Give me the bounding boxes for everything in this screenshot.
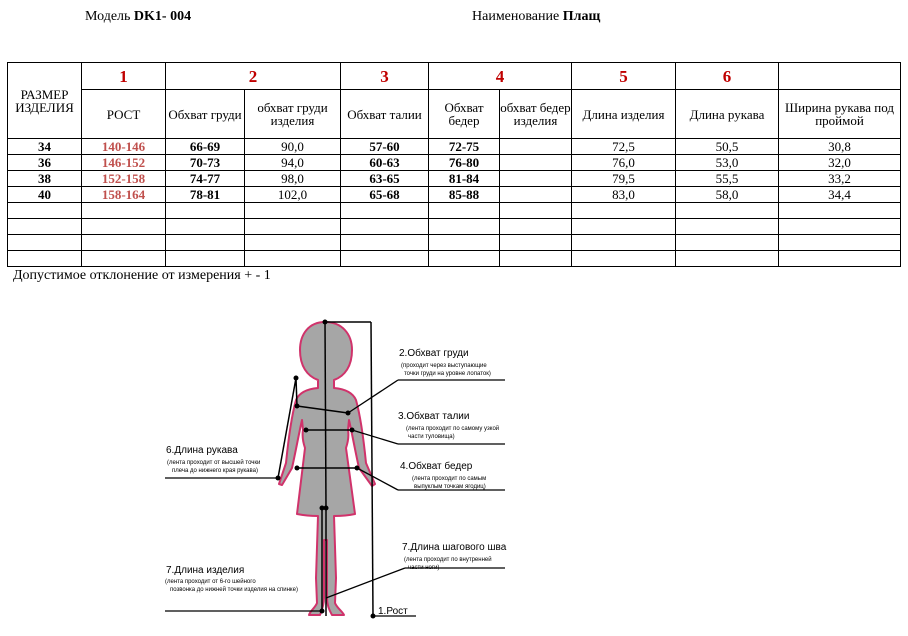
chest-item-cell: 90,0 xyxy=(245,139,341,155)
table-row xyxy=(8,171,901,187)
empty-row xyxy=(8,235,901,251)
length-cell: 72,5 xyxy=(572,139,676,155)
rost-cell: 140-146 xyxy=(82,139,166,155)
hips-note: (лента проходит по самым xyxy=(412,476,487,482)
inseam-note: (лента проходит по внутренней xyxy=(404,557,492,563)
name-label: Наименование xyxy=(472,9,560,24)
model-value: DK1- 004 xyxy=(133,9,192,24)
chest-label: 2.Обхват груди xyxy=(399,348,469,359)
length-cell: 83,0 xyxy=(572,187,676,203)
group-number-row xyxy=(8,63,901,90)
length-note: позвонка до нижней точки изделия на спинке) xyxy=(170,587,298,593)
hips-label: 4.Обхват бедер xyxy=(400,461,473,472)
inseam-label: 7.Длина шагового шва xyxy=(402,542,507,553)
group-number: 1 xyxy=(82,63,166,90)
col-header-sleeve: Длина рукава xyxy=(676,90,779,139)
group-number: 6 xyxy=(676,63,779,90)
hips-cell: 76-80 xyxy=(429,155,500,171)
group-number: 4 xyxy=(429,63,572,90)
model-line xyxy=(85,9,191,25)
name-line xyxy=(472,9,600,25)
model-label: Модель xyxy=(85,9,131,24)
table-row xyxy=(8,187,901,203)
empty-row xyxy=(8,203,901,219)
table-row xyxy=(8,155,901,171)
sleeve-cell: 58,0 xyxy=(676,187,779,203)
height-label: 1.Рост xyxy=(378,606,408,617)
sleeve-width-cell: 30,8 xyxy=(779,139,901,155)
col-header-hips-item: обхват бедер изделия xyxy=(500,90,572,139)
col-header-chest: Обхват груди xyxy=(166,90,245,139)
waist-cell: 60-63 xyxy=(341,155,429,171)
rost-cell: 158-164 xyxy=(82,187,166,203)
sleeve-note: (лента проходит от высшей точки xyxy=(167,460,261,466)
group-number: 2 xyxy=(166,63,341,90)
col-header-rost: РОСТ xyxy=(82,90,166,139)
rost-cell: 146-152 xyxy=(82,155,166,171)
size-cell: 40 xyxy=(8,187,82,203)
length-cell: 79,5 xyxy=(572,171,676,187)
sleeve-width-cell: 32,0 xyxy=(779,155,901,171)
chest-cell: 78-81 xyxy=(166,187,245,203)
hips-cell: 81-84 xyxy=(429,171,500,187)
chest-cell: 66-69 xyxy=(166,139,245,155)
waist-cell: 57-60 xyxy=(341,139,429,155)
col-header-hips: Обхват бедер xyxy=(429,90,500,139)
group-number: 5 xyxy=(572,63,676,90)
rost-cell: 152-158 xyxy=(82,171,166,187)
chest-item-cell: 102,0 xyxy=(245,187,341,203)
tolerance-note: Допустимое отклонение от измерения + - 1 xyxy=(13,268,271,283)
sleeve-cell: 55,5 xyxy=(676,171,779,187)
hips-item-cell xyxy=(500,155,572,171)
sleeve-label: 6.Длина рукава xyxy=(166,445,238,456)
chest-note: (проходит через выступающие xyxy=(401,363,487,369)
col-header-length: Длина изделия xyxy=(572,90,676,139)
chest-item-cell: 94,0 xyxy=(245,155,341,171)
empty-row xyxy=(8,219,901,235)
measurement-figure xyxy=(162,318,510,622)
hips-item-cell xyxy=(500,139,572,155)
name-value: Плащ xyxy=(562,9,601,24)
table-row xyxy=(8,139,901,155)
empty-cell xyxy=(779,63,901,90)
length-cell: 76,0 xyxy=(572,155,676,171)
sleeve-note: плеча до нижнего края рукава) xyxy=(172,468,258,474)
size-cell: 36 xyxy=(8,155,82,171)
size-cell: 38 xyxy=(8,171,82,187)
length-label: 7.Длина изделия xyxy=(166,565,245,576)
sleeve-cell: 50,5 xyxy=(676,139,779,155)
size-header: РАЗМЕР ИЗДЕЛИЯ xyxy=(8,63,82,139)
waist-note: (лента проходит по самому узкой xyxy=(406,426,500,432)
size-table xyxy=(7,62,901,267)
col-header-waist: Обхват талии xyxy=(341,90,429,139)
length-note: (лента проходит от 6-го шейного xyxy=(165,579,256,585)
waist-cell: 65-68 xyxy=(341,187,429,203)
hips-cell: 85-88 xyxy=(429,187,500,203)
chest-cell: 70-73 xyxy=(166,155,245,171)
hips-note: выпуклым точкам ягодиц) xyxy=(414,484,486,490)
column-header-row xyxy=(8,90,901,139)
sleeve-width-cell: 33,2 xyxy=(779,171,901,187)
col-header-chest-item: обхват груди изделия xyxy=(245,90,341,139)
sleeve-cell: 53,0 xyxy=(676,155,779,171)
waist-label: 3.Обхват талии xyxy=(398,411,470,422)
inseam-note: части ноги) xyxy=(408,565,440,571)
chest-note: точки груди на уровне лопаток) xyxy=(404,371,491,377)
waist-cell: 63-65 xyxy=(341,171,429,187)
group-number: 3 xyxy=(341,63,429,90)
size-cell: 34 xyxy=(8,139,82,155)
hips-item-cell xyxy=(500,171,572,187)
col-header-sleeve-width: Ширина рукава под проймой xyxy=(779,90,901,139)
hips-item-cell xyxy=(500,187,572,203)
sleeve-width-cell: 34,4 xyxy=(779,187,901,203)
chest-cell: 74-77 xyxy=(166,171,245,187)
chest-item-cell: 98,0 xyxy=(245,171,341,187)
hips-cell: 72-75 xyxy=(429,139,500,155)
waist-note: части туловища) xyxy=(408,434,455,440)
empty-row xyxy=(8,251,901,267)
